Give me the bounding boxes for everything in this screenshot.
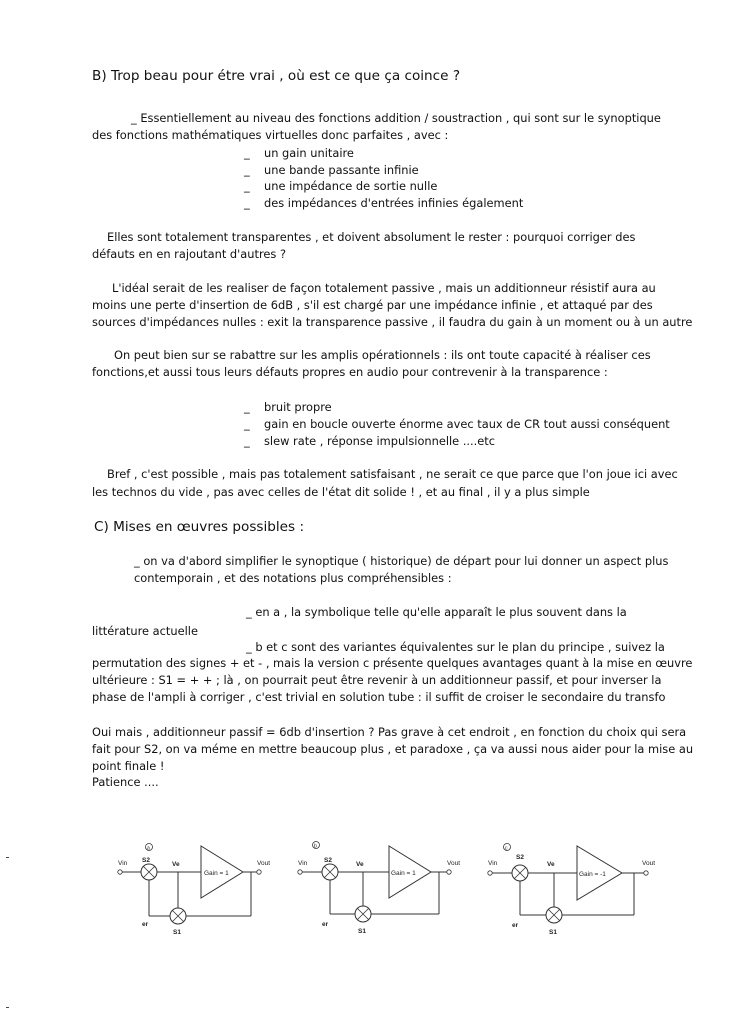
paragraph-line: moins une perte d'insertion de 6dB , s'il est chargé par une impédance infinie , et attaqué par des xyxy=(92,298,653,312)
bullet-dash: _ xyxy=(244,400,250,414)
bullet-item: des impédances d'entrées infinies également xyxy=(264,196,524,210)
ve-label: Ve xyxy=(547,861,555,868)
paragraph-line: Patience .... xyxy=(92,775,159,789)
input-terminal xyxy=(298,870,302,874)
paragraph-line: _ en a , la symbolique telle qu'elle apparaît le plus souvent dans la xyxy=(246,605,627,619)
section-c-heading: C) Mises en œuvres possibles : xyxy=(94,519,305,535)
section-b-intro-line: _ Essentiellement au niveau des fonctions addition / soustraction , qui sont sur le synoptique xyxy=(131,111,661,125)
diagram-c xyxy=(484,838,669,944)
paragraph-line: permutation des signes + et - , mais la version c présente quelques avantages quant à la mise en œuvre xyxy=(92,656,693,670)
scan-mark xyxy=(6,1007,9,1008)
paragraph-line: littérature actuelle xyxy=(92,624,198,638)
paragraph-line: Elles sont totalement transparentes , et doivent absolument le rester : pourquoi corriger des xyxy=(107,230,636,244)
bullet-dash: _ xyxy=(244,196,250,210)
diagram-a xyxy=(112,838,277,943)
output-terminal xyxy=(447,870,451,874)
bullet-dash: _ xyxy=(244,146,250,160)
vin-label: Vin xyxy=(118,860,128,867)
ve-label: Ve xyxy=(172,861,180,868)
paragraph-line: défauts en en rajoutant d'autres ? xyxy=(92,247,287,261)
vout-label: Vout xyxy=(447,860,461,867)
paragraph-line: phase de l'ampli à corriger , c'est trivial en solution tube : il suffit de croiser le secondaire du transfo xyxy=(92,690,666,704)
bullet-dash: _ xyxy=(244,179,250,193)
vin-label: Vin xyxy=(488,860,498,867)
bullet-dash: _ xyxy=(244,434,250,448)
s1-label: S1 xyxy=(549,929,557,936)
paragraph-line: sources d'impédances nulles : exit la transparence passive , il faudra du gain à un moment ou à un autre xyxy=(92,315,693,329)
bullet-item: une impédance de sortie nulle xyxy=(264,179,438,193)
gain-label: Gain = 1 xyxy=(204,870,229,877)
section-b-intro-line: des fonctions mathématiques virtuelles donc parfaites , avec : xyxy=(92,128,449,142)
vout-label: Vout xyxy=(642,860,656,867)
bullet-item: gain en boucle ouverte énorme avec taux de CR tout aussi conséquent xyxy=(264,417,670,431)
gain-label: Gain = 1 xyxy=(391,870,416,877)
bullet-dash: _ xyxy=(244,163,250,177)
paragraph-line: _ b et c sont des variantes équivalentes sur le plan du principe , suivez la xyxy=(246,640,665,654)
vout-label: Vout xyxy=(257,860,271,867)
section-b-heading: B) Trop beau pour étre vrai , où est ce que ça coince ? xyxy=(92,68,461,84)
output-terminal xyxy=(644,871,648,875)
bullet-dash: _ xyxy=(244,417,250,431)
paragraph-line: ultérieure : S1 = + + ; là , on pourrait peut être revenir à un additionneur passif, et pour inverser la xyxy=(92,673,662,687)
s1-label: S1 xyxy=(358,928,366,935)
paragraph-line: On peut bien sur se rabattre sur les amplis opérationnels : ils ont toute capacité à réaliser ces xyxy=(114,348,651,362)
s2-label: S2 xyxy=(324,857,332,864)
gain-label: Gain = -1 xyxy=(579,871,606,878)
s2-label: S2 xyxy=(516,854,524,861)
input-terminal xyxy=(118,870,122,874)
diagram-b xyxy=(292,836,467,944)
paragraph-line: point finale ! xyxy=(92,759,165,773)
bullet-item: bruit propre xyxy=(264,400,332,414)
diagram-tag: b xyxy=(314,843,317,850)
bullet-item: un gain unitaire xyxy=(264,146,354,160)
input-terminal xyxy=(488,871,492,875)
scan-mark xyxy=(6,857,9,858)
ve-label: Ve xyxy=(356,861,364,868)
paragraph-line: Bref , c'est possible , mais pas totalement satisfaisant , ne serait ce que parce que l'on joue ici avec xyxy=(107,467,678,481)
er-label: er xyxy=(322,921,329,928)
paragraph-line: fait pour S2, on va méme en mettre beaucoup plus , et paradoxe , ça va aussi nous aider pour la mise au xyxy=(92,742,694,756)
output-terminal xyxy=(257,870,261,874)
s1-label: S1 xyxy=(173,929,181,936)
section-c-intro-line: contemporain , et des notations plus compréhensibles : xyxy=(134,571,452,585)
er-label: er xyxy=(142,921,149,928)
er-label: er xyxy=(512,922,519,929)
diagram-tag: a xyxy=(147,845,150,852)
paragraph-line: fonctions,et aussi tous leurs défauts propres en audio pour contrevenir à la transparence : xyxy=(92,365,608,379)
diagram-tag: c xyxy=(505,845,508,852)
vin-label: Vin xyxy=(298,860,308,867)
section-c-intro-line: _ on va d'abord simplifier le synoptique ( historique) de départ pour lui donner un aspect plus xyxy=(134,554,669,568)
s2-label: S2 xyxy=(142,857,150,864)
paragraph-line: Oui mais , additionneur passif = 6db d'insertion ? Pas grave à cet endroit , en fonction du choix qui sera xyxy=(92,725,687,739)
bullet-item: slew rate , réponse impulsionnelle ....etc xyxy=(264,434,496,448)
bullet-item: une bande passante infinie xyxy=(264,163,419,177)
paragraph-line: L'idéal serait de les realiser de façon totalement passive , mais un additionneur résistif aura au xyxy=(112,281,656,295)
paragraph-line: les technos du vide , pas avec celles de l'état dit solide ! , et au final , il y a plus simple xyxy=(92,485,590,499)
